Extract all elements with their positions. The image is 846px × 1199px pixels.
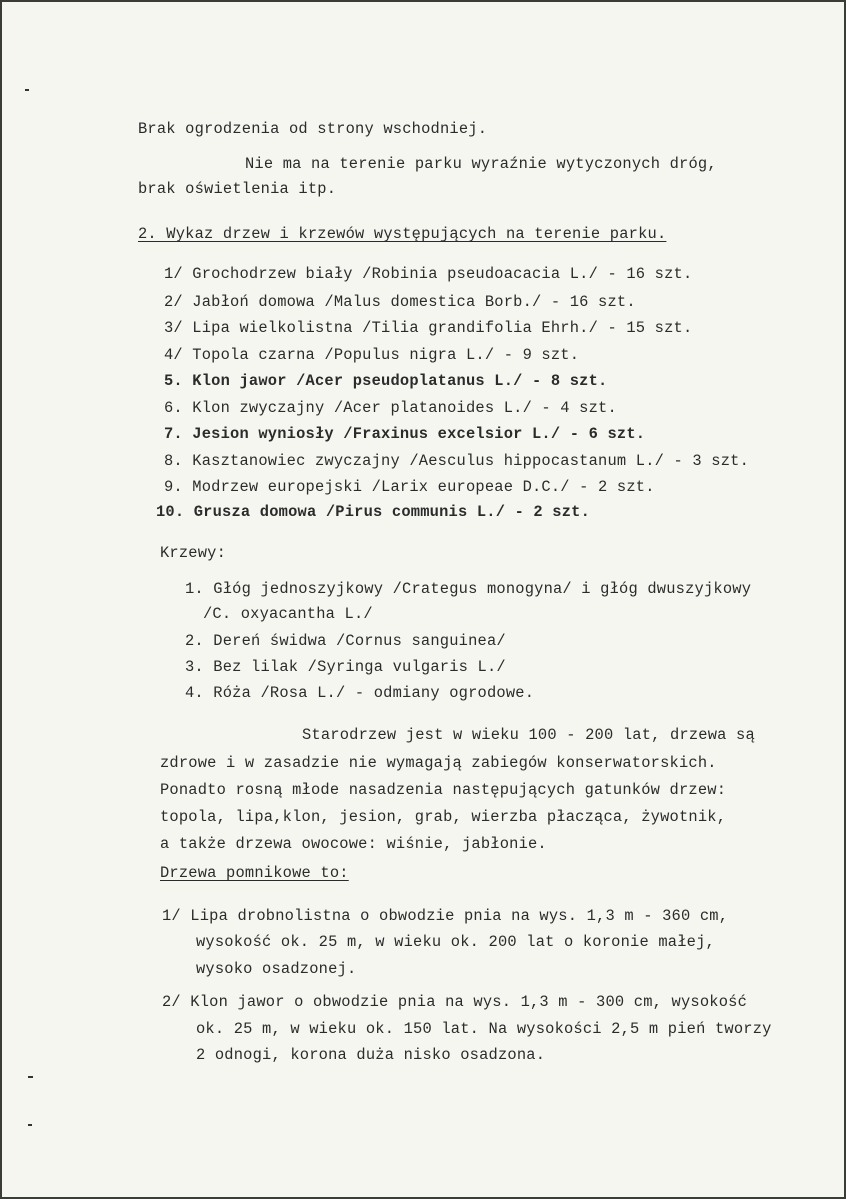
tree-item: 9. Modrzew europejski /Larix europeae D.C./ - 2 szt. — [164, 478, 655, 496]
scan-speck — [28, 1076, 33, 1078]
tree-item: 1/ Grochodrzew biały /Robinia pseudoacacia L./ - 16 szt. — [164, 265, 693, 283]
scan-speck — [28, 1124, 32, 1126]
tree-item: 6. Klon zwyczajny /Acer platanoides L./ - 4 szt. — [164, 399, 617, 417]
tree-item: 7. Jesion wyniosły /Fraxinus excelsior L./ - 6 szt. — [164, 425, 646, 443]
intro-line-3: brak oświetlenia itp. — [138, 180, 337, 198]
monument-item-continuation: wysokość ok. 25 m, w wieku ok. 200 lat o koronie małej, — [196, 933, 715, 951]
shrub-item-continuation: /C. oxyacantha L./ — [203, 605, 373, 623]
monument-item: 1/ Lipa drobnolistna o obwodzie pnia na wys. 1,3 m - 360 cm, — [162, 907, 729, 925]
scan-speck — [25, 89, 29, 91]
monument-item-continuation: wysoko osadzonej. — [196, 960, 357, 978]
monument-item: 2/ Klon jawor o obwodzie pnia na wys. 1,3 m - 300 cm, wysokość — [162, 993, 748, 1011]
monument-item-continuation: 2 odnogi, korona duża nisko osadzona. — [196, 1046, 546, 1064]
shrubs-heading: Krzewy: — [160, 544, 227, 562]
document-page — [2, 2, 844, 1197]
shrub-item: 2. Dereń świdwa /Cornus sanguinea/ — [185, 632, 506, 650]
intro-line-2: Nie ma na terenie parku wyraźnie wytyczonych dróg, — [245, 155, 717, 173]
tree-item: 8. Kasztanowiec zwyczajny /Aesculus hippocastanum L./ - 3 szt. — [164, 452, 750, 470]
paragraph-line: Ponadto rosną młode nasadzenia następujących gatunków drzew: — [160, 781, 727, 799]
tree-item: 2/ Jabłoń domowa /Malus domestica Borb./ - 16 szt. — [164, 293, 636, 311]
monument-item-continuation: ok. 25 m, w wieku ok. 150 lat. Na wysokości 2,5 m pień tworzy — [196, 1020, 772, 1038]
tree-item: 4/ Topola czarna /Populus nigra L./ - 9 szt. — [164, 346, 580, 364]
shrub-item: 4. Róża /Rosa L./ - odmiany ogrodowe. — [185, 684, 535, 702]
paragraph-line: a także drzewa owocowe: wiśnie, jabłonie. — [160, 835, 547, 853]
paragraph-line: zdrowe i w zasadzie nie wymagają zabiegów konserwatorskich. — [160, 754, 717, 772]
paragraph-line: Starodrzew jest w wieku 100 - 200 lat, drzewa są — [302, 726, 755, 744]
intro-line-1: Brak ogrodzenia od strony wschodniej. — [138, 120, 488, 138]
section-heading-trees: 2. Wykaz drzew i krzewów występujących na terenie parku. — [138, 225, 667, 243]
tree-item: 3/ Lipa wielkolistna /Tilia grandifolia Ehrh./ - 15 szt. — [164, 319, 693, 337]
tree-item: 10. Grusza domowa /Pirus communis L./ - 2 szt. — [156, 503, 591, 521]
monuments-heading: Drzewa pomnikowe to: — [160, 864, 349, 882]
shrub-item: 1. Głóg jednoszyjkowy /Crategus monogyna/ i głóg dwuszyjkowy — [185, 580, 752, 598]
tree-item: 5. Klon jawor /Acer pseudoplatanus L./ - 8 szt. — [164, 372, 608, 390]
shrub-item: 3. Bez lilak /Syringa vulgaris L./ — [185, 658, 506, 676]
paragraph-line: topola, lipa,klon, jesion, grab, wierzba płacząca, żywotnik, — [160, 808, 727, 826]
